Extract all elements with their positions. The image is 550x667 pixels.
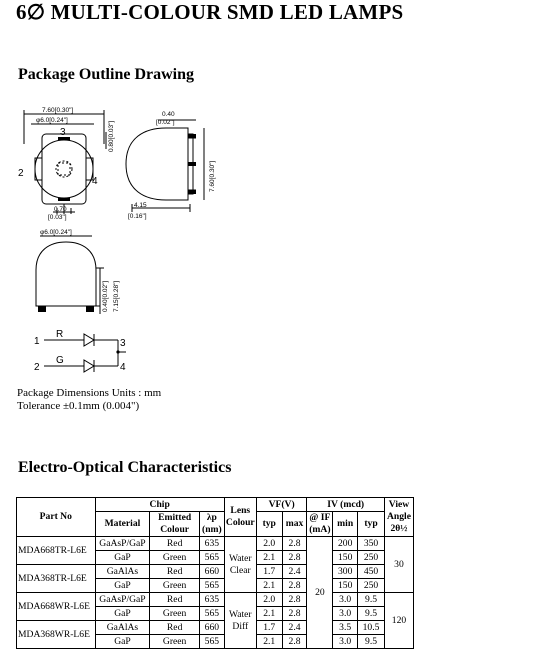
page-title: 6∅ MULTI-COLOUR SMD LED LAMPS xyxy=(16,0,404,24)
part-number: MDA668WR-L6E xyxy=(17,593,96,621)
dim-dia-top: φ6.0[0.24"] xyxy=(36,117,68,124)
col-emitted-colour: Emitted Colour xyxy=(150,512,200,537)
iv-typ-cell: 9.5 xyxy=(358,607,385,621)
view-angle-cell: 120 xyxy=(384,593,413,649)
dim-width-top: 7.60[0.30"] xyxy=(42,107,74,114)
iv-typ-cell: 250 xyxy=(358,579,385,593)
vf-max-cell: 2.4 xyxy=(282,565,307,579)
lens-colour-cell: Water Diff xyxy=(224,593,256,649)
if-cell: 20 xyxy=(307,537,333,649)
lp-cell: 635 xyxy=(199,537,224,551)
vf-typ-cell: 2.1 xyxy=(256,551,282,565)
vf-max-cell: 2.8 xyxy=(282,635,307,649)
table-row xyxy=(17,621,414,635)
vf-typ-cell: 2.1 xyxy=(256,579,282,593)
material-cell: GaP xyxy=(95,551,150,565)
col-lens-colour: Lens Colour xyxy=(224,498,256,537)
vf-typ-cell: 2.1 xyxy=(256,607,282,621)
col-material: Material xyxy=(95,512,150,537)
col-lambda-p: λp (nm) xyxy=(199,512,224,537)
colour-cell: Red xyxy=(150,593,200,607)
col-chip: Chip xyxy=(95,498,224,512)
dim-side-bot-in: [0.16"] xyxy=(128,213,147,220)
iv-min-cell: 150 xyxy=(333,579,358,593)
dim-side-h: 0.80[0.03"] xyxy=(108,120,115,152)
dim-lead-w-in: [0.03"] xyxy=(48,214,67,221)
iv-min-cell: 200 xyxy=(333,537,358,551)
part-number: MDA668TR-L6E xyxy=(17,537,96,565)
vf-max-cell: 2.8 xyxy=(282,537,307,551)
vf-typ-cell: 1.7 xyxy=(256,621,282,635)
lp-cell: 565 xyxy=(199,579,224,593)
table-row xyxy=(17,537,414,551)
colour-cell: Green xyxy=(150,635,200,649)
dim-front-dia: φ6.0[0.24"] xyxy=(40,229,72,236)
vf-typ-cell: 2.0 xyxy=(256,537,282,551)
dim-side-top: 0.40 xyxy=(162,111,175,118)
dim-side-right: 7.60[0.30"] xyxy=(209,160,216,192)
iv-typ-cell: 250 xyxy=(358,551,385,565)
schematic-pin-3: 3 xyxy=(120,338,126,349)
material-cell: GaP xyxy=(95,607,150,621)
col-iv-typ: typ xyxy=(358,512,385,537)
lp-cell: 565 xyxy=(199,635,224,649)
colour-cell: Green xyxy=(150,551,200,565)
colour-cell: Red xyxy=(150,565,200,579)
schematic-led-r: R xyxy=(56,329,64,340)
view-angle-cell: 30 xyxy=(384,537,413,593)
vf-max-cell: 2.8 xyxy=(282,551,307,565)
col-vf-max: max xyxy=(282,512,307,537)
vf-max-cell: 2.8 xyxy=(282,607,307,621)
col-at-if: @ IF (mA) xyxy=(307,512,333,537)
lp-cell: 565 xyxy=(199,607,224,621)
iv-min-cell: 150 xyxy=(333,551,358,565)
front-view-drawing xyxy=(26,228,126,320)
col-view-angle: View Angle 2θ½ xyxy=(384,498,413,537)
col-iv-min: min xyxy=(333,512,358,537)
dimension-units-note: Package Dimensions Units : mm xyxy=(17,387,162,399)
schematic-pin-2: 2 xyxy=(34,362,40,373)
col-vf-typ: typ xyxy=(256,512,282,537)
lp-cell: 565 xyxy=(199,551,224,565)
pin-top-label: 3 xyxy=(60,127,66,138)
iv-min-cell: 3.0 xyxy=(333,607,358,621)
vf-max-cell: 2.4 xyxy=(282,621,307,635)
table-row xyxy=(17,593,414,607)
iv-typ-cell: 9.5 xyxy=(358,635,385,649)
iv-typ-cell: 10.5 xyxy=(358,621,385,635)
led-schematic xyxy=(30,326,140,374)
schematic-pin-4: 4 xyxy=(120,362,126,373)
dim-front-h: 7.15[0.28"] xyxy=(113,280,120,312)
material-cell: GaP xyxy=(95,579,150,593)
col-iv: IV (mcd) xyxy=(307,498,385,512)
colour-cell: Green xyxy=(150,579,200,593)
electro-optical-table xyxy=(16,497,414,649)
iv-typ-cell: 9.5 xyxy=(358,593,385,607)
schematic-led-g: G xyxy=(56,355,64,366)
top-view-drawing xyxy=(14,104,114,222)
lp-cell: 660 xyxy=(199,621,224,635)
pin-right-label: 4 xyxy=(92,176,98,187)
iv-min-cell: 3.0 xyxy=(333,593,358,607)
part-number: MDA368WR-L6E xyxy=(17,621,96,649)
lp-cell: 660 xyxy=(199,565,224,579)
colour-cell: Red xyxy=(150,537,200,551)
iv-min-cell: 3.5 xyxy=(333,621,358,635)
material-cell: GaAsP/GaP xyxy=(95,537,150,551)
lens-colour-cell: Water Clear xyxy=(224,537,256,593)
col-part-no: Part No xyxy=(17,498,96,537)
vf-max-cell: 2.8 xyxy=(282,593,307,607)
side-view-drawing xyxy=(118,108,218,220)
schematic-pin-1: 1 xyxy=(34,336,40,347)
vf-typ-cell: 1.7 xyxy=(256,565,282,579)
material-cell: GaAlAs xyxy=(95,565,150,579)
lp-cell: 635 xyxy=(199,593,224,607)
dim-lead-w: 0.70 xyxy=(54,206,67,213)
iv-min-cell: 3.0 xyxy=(333,635,358,649)
col-vf: VF(V) xyxy=(256,498,307,512)
colour-cell: Green xyxy=(150,607,200,621)
outline-heading: Package Outline Drawing xyxy=(18,66,194,83)
iv-typ-cell: 450 xyxy=(358,565,385,579)
dim-side-top-in: [0.02"] xyxy=(156,119,175,126)
tolerance-note: Tolerance ±0.1mm (0.004") xyxy=(17,400,140,412)
pin-left-label: 2 xyxy=(18,168,24,179)
iv-typ-cell: 350 xyxy=(358,537,385,551)
material-cell: GaAlAs xyxy=(95,621,150,635)
dim-side-bot: 4.15 xyxy=(134,202,147,209)
material-cell: GaP xyxy=(95,635,150,649)
vf-typ-cell: 2.0 xyxy=(256,593,282,607)
iv-min-cell: 300 xyxy=(333,565,358,579)
vf-typ-cell: 2.1 xyxy=(256,635,282,649)
material-cell: GaAsP/GaP xyxy=(95,593,150,607)
eo-heading: Electro-Optical Characteristics xyxy=(18,459,232,476)
vf-max-cell: 2.8 xyxy=(282,579,307,593)
dim-front-lead: 0.40[0.02"] xyxy=(102,280,109,312)
part-number: MDA368TR-L6E xyxy=(17,565,96,593)
colour-cell: Red xyxy=(150,621,200,635)
table-row xyxy=(17,565,414,579)
